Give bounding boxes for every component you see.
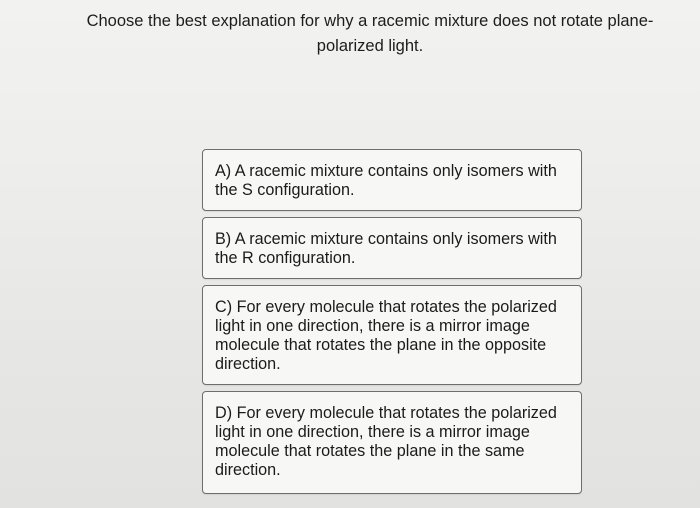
option-c-button[interactable] bbox=[202, 285, 582, 385]
question-text: Choose the best explanation for why a racemic mixture does not rotate plane-polarized light. bbox=[86, 12, 654, 55]
option-b-text: A racemic mixture contains only isomers with the R configuration. bbox=[215, 230, 557, 267]
option-d-button[interactable] bbox=[202, 391, 582, 494]
option-c-text: For every molecule that rotates the polarized light in one direction, there is a mirror image molecule that rotates the plane in the opposite direction. bbox=[215, 298, 557, 373]
option-d-letter: D) bbox=[215, 404, 233, 422]
answer-options bbox=[202, 149, 582, 494]
option-c-letter: C) bbox=[215, 298, 233, 316]
option-a-text: A racemic mixture contains only isomers with the S configuration. bbox=[215, 162, 557, 199]
option-b-letter: B) bbox=[215, 230, 232, 248]
option-d-text: For every molecule that rotates the polarized light in one direction, there is a mirror image molecule that rotates the plane in the same direction. bbox=[215, 404, 557, 479]
option-a-letter: A) bbox=[215, 162, 232, 180]
option-b-button[interactable] bbox=[202, 217, 582, 279]
option-a-button[interactable] bbox=[202, 149, 582, 211]
